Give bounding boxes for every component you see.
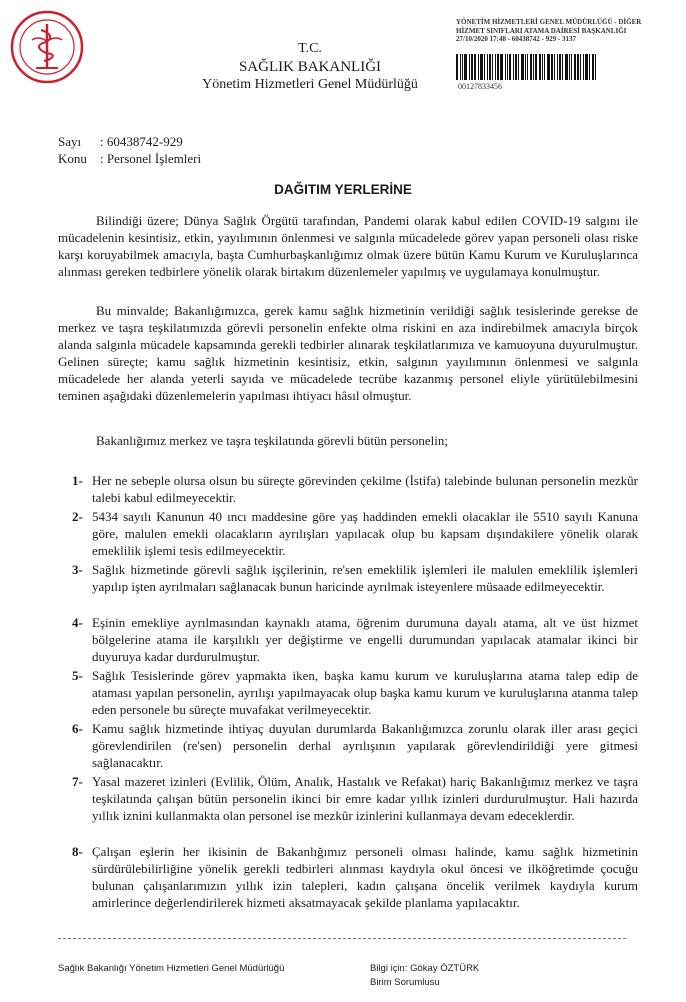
konu-row	[58, 150, 201, 167]
barcode-number: 00127833456	[458, 82, 502, 91]
barcode-bar	[585, 54, 588, 80]
footer-contact: Bilgi için: Gökay ÖZTÜRK	[370, 963, 480, 974]
item-text: Çalışan eşlerin her ikisinin de Bakanlığımız personeli olması halinde, kamu sağlık hizmetinin sürdürülebilirliğine yönelik gerekli tedbirleri alınması kaydıyla okul öncesi ve ilköğretimde çocuğu bulunan çalışanlarımızın yıllık izin talepleri, kadın çalışana öncelik verilmek kaydıyla kurum amirlerince değerlendirilerek hizmeti aksatmayacak şekilde planlama yapılacaktır.	[92, 844, 638, 910]
barcode-bar	[530, 54, 532, 80]
barcode-bar	[595, 54, 596, 80]
sayi-row	[58, 133, 183, 150]
item-text: 5434 sayılı Kanunun 40 ıncı maddesine göre yaş haddinden emekli olacaklar ile 5510 sayılı Kanuna göre, malulen emekli olacakların ayrılışları yapılacak olup bu kapsam dışındakilere yönelik olarak emeklilik işlemi tesis edilmeyecektir.	[92, 509, 638, 558]
stamp-line-1: YÖNETİM HİZMETLERİ GENEL MÜDÜRLÜĞÜ - DİĞER	[456, 18, 642, 26]
barcode-bar	[554, 54, 555, 80]
barcode-bar	[478, 54, 479, 80]
item-number: 3-	[72, 562, 83, 577]
barcode-bar	[544, 54, 545, 80]
barcode-bar	[525, 54, 526, 80]
barcode-bar	[580, 54, 581, 80]
list-item	[58, 773, 638, 824]
document-stamp	[456, 18, 682, 44]
list-item	[58, 720, 638, 771]
paragraph-1: Bilindiği üzere; Dünya Sağlık Örgütü tarafından, Pandemi olarak kabul edilen COVID-19 salgını ile mücadelenin kesintisiz, etkin, yayılımının önlenmesi ve salgınla mücadelede görev yapan personeli olası riske karşı koruyabilmek amacıyla, başta Cumhurbaşkanlığımız olmak üzere bütün Kamu Kurum ve Kuruluşlarınca alınması gereken tedbirlere yönelik olarak birtakım düzenlemeler yapılmış ve uygulamaya konulmuştur.	[58, 213, 638, 279]
barcode-bar	[515, 54, 517, 80]
barcode-bar	[557, 54, 558, 80]
barcode-bar	[518, 54, 519, 80]
stamp-line-3: 27/10/2020 17:48 - 60438742 - 929 - 3137	[456, 35, 576, 43]
barcode-bar	[492, 54, 493, 80]
barcode-bar	[583, 54, 584, 80]
barcode-bar	[577, 54, 579, 80]
barcode-bar	[569, 54, 570, 80]
footer-institution: Sağlık Bakanlığı Yönetim Hizmetleri Genel Müdürlüğü	[58, 963, 285, 974]
sayi-value: : 60438742-929	[100, 134, 183, 149]
barcode-bar	[574, 54, 576, 80]
barcode-bar	[471, 54, 473, 80]
barcode	[456, 54, 606, 80]
barcode-bar	[565, 54, 568, 80]
barcode-bar	[527, 54, 528, 80]
barcode-bar	[487, 54, 488, 80]
item-text: Eşinin emekliye ayrılmasından kaynaklı atama, öğrenim durumuna dayalı atama, alt ve üst hizmet bölgelerine atama ile karşılıklı yer değiştirme ve engelli durumundan yapılacak atamalar ikinci bir duyuruya kadar durdurulmuştur.	[92, 615, 638, 664]
footer-role: Birim Sorumlusu	[370, 977, 440, 988]
list-item	[58, 472, 638, 506]
barcode-bar	[480, 54, 483, 80]
footer-divider	[58, 938, 626, 939]
item-number: 1-	[72, 473, 83, 488]
barcode-bar	[507, 54, 508, 80]
barcode-bar	[497, 54, 499, 80]
sayi-label: Sayı	[58, 134, 82, 149]
header-directorate: Yönetim Hizmetleri Genel Müdürlüğü	[202, 77, 418, 92]
barcode-bar	[551, 54, 553, 80]
barcode-bar	[500, 54, 503, 80]
barcode-bar	[535, 54, 537, 80]
document-title: DAĞITIM YERLERİNE	[274, 182, 412, 197]
barcode-bar	[513, 54, 514, 80]
item-text: Sağlık Tesislerinde görev yapmakta iken, başka kamu kurum ve kuruluşlarına atama talep edip de ataması yapılan personelin, ayrılışı yapılmayacak olup başka kamu kurum ve kuruluşlarına atanma talep eden personele bu süreçte muvafakat verilmeyecektir.	[92, 668, 638, 717]
barcode-bar	[571, 54, 572, 80]
list-item	[58, 561, 638, 595]
barcode-bar	[559, 54, 561, 80]
barcode-bar	[469, 54, 470, 80]
barcode-bar	[562, 54, 563, 80]
barcode-bar	[456, 54, 458, 80]
konu-label: Konu	[58, 151, 87, 166]
barcode-bar	[547, 54, 550, 80]
item-number: 8-	[72, 844, 83, 859]
ministry-logo	[10, 10, 84, 84]
barcode-bar	[462, 54, 463, 80]
barcode-bar	[460, 54, 461, 80]
list-item	[58, 508, 638, 559]
list-item	[58, 667, 638, 718]
barcode-bar	[464, 54, 467, 80]
barcode-bar	[489, 54, 491, 80]
barcode-bar	[592, 54, 594, 80]
item-number: 4-	[72, 615, 83, 630]
list-item	[58, 614, 638, 665]
konu-value: : Personel İşlemleri	[100, 151, 202, 166]
barcode-bar	[539, 54, 541, 80]
item-text: Yasal mazeret izinleri (Evlilik, Ölüm, Analık, Hastalık ve Refakat) hariç Bakanlığımız merkez ve taşra teşkilatında çalışan bütün personelin ikinci bir emre kadar yıllık izinleri durdurulmuştur. Hali hazırda yıllık iznini kullanmakta olan personel ise mezkûr izinlerini kullanmaya devam edeceklerdir.	[92, 774, 638, 823]
item-number: 5-	[72, 668, 83, 683]
barcode-bar	[533, 54, 534, 80]
paragraph-2: Bu minvalde; Bakanlığımızca, gerek kamu sağlık hizmetinin verildiği sağlık tesislerinde gerekse de merkez ve taşra teşkilatımızda görevli personelin enfekte olma riskini en aza indirebilmek amacıyla birçok alanda salgınla mücadele kapsamında gerekli tedbirler alınarak teşkilatlarımıza ve kamuoyuna duyurulmuştur. Gelinen süreçte; kamu sağlık hizmetinin kesintisiz, etkin, salgının yayılımının önlenmesi ve salgınla mücadelede her alanda yeterli sayıda ve mücadelede tecrübe kazanmış personel eliyle yürütülebilmesini teminen aşağıdaki düzenlemelerin yapılması ihtiyacı hâsıl olmuştur.	[58, 303, 638, 403]
list-intro: Bakanlığımız merkez ve taşra teşkilatında görevli bütün personelin;	[96, 433, 448, 448]
item-text: Kamu sağlık hizmetinde ihtiyaç duyulan durumlarda Bakanlığımızca zorunlu olarak iller arası geçici görevlendirilen (re'sen) personelin derhal ayrılışının yapılarak görevlendirildiği yere gitmesi sağlanacaktır.	[92, 721, 638, 770]
barcode-bar	[495, 54, 496, 80]
barcode-bar	[474, 54, 476, 80]
barcode-bar	[521, 54, 524, 80]
stamp-line-2: HİZMET SINIFLARI ATAMA DAİRESİ BAŞKANLIĞI	[456, 26, 627, 35]
item-number: 2-	[72, 509, 83, 524]
item-number: 6-	[72, 721, 83, 736]
list-item	[58, 843, 638, 911]
header-tc: T.C.	[298, 41, 322, 56]
barcode-bar	[589, 54, 590, 80]
barcode-bar	[505, 54, 506, 80]
barcode-bar	[542, 54, 543, 80]
item-number: 7-	[72, 774, 83, 789]
barcode-bar	[509, 54, 511, 80]
item-text: Sağlık hizmetinde görevli sağlık işçilerinin, re'sen emeklilik işlemleri ile malulen emeklilik işlemleri yapılıp işten ayrılmaları sağlanacak bunun haricinde ayrılmak isteyenlere müsaade edilmeyecektir.	[92, 562, 638, 594]
header-ministry: SAĞLIK BAKANLIĞI	[238, 59, 382, 75]
barcode-bar	[484, 54, 485, 80]
item-text: Her ne sebeple olursa olsun bu süreçte görevinden çekilme (İstifa) talebinde bulunan personelin mezkûr talebi kabul edilmeyecektir.	[92, 473, 638, 505]
